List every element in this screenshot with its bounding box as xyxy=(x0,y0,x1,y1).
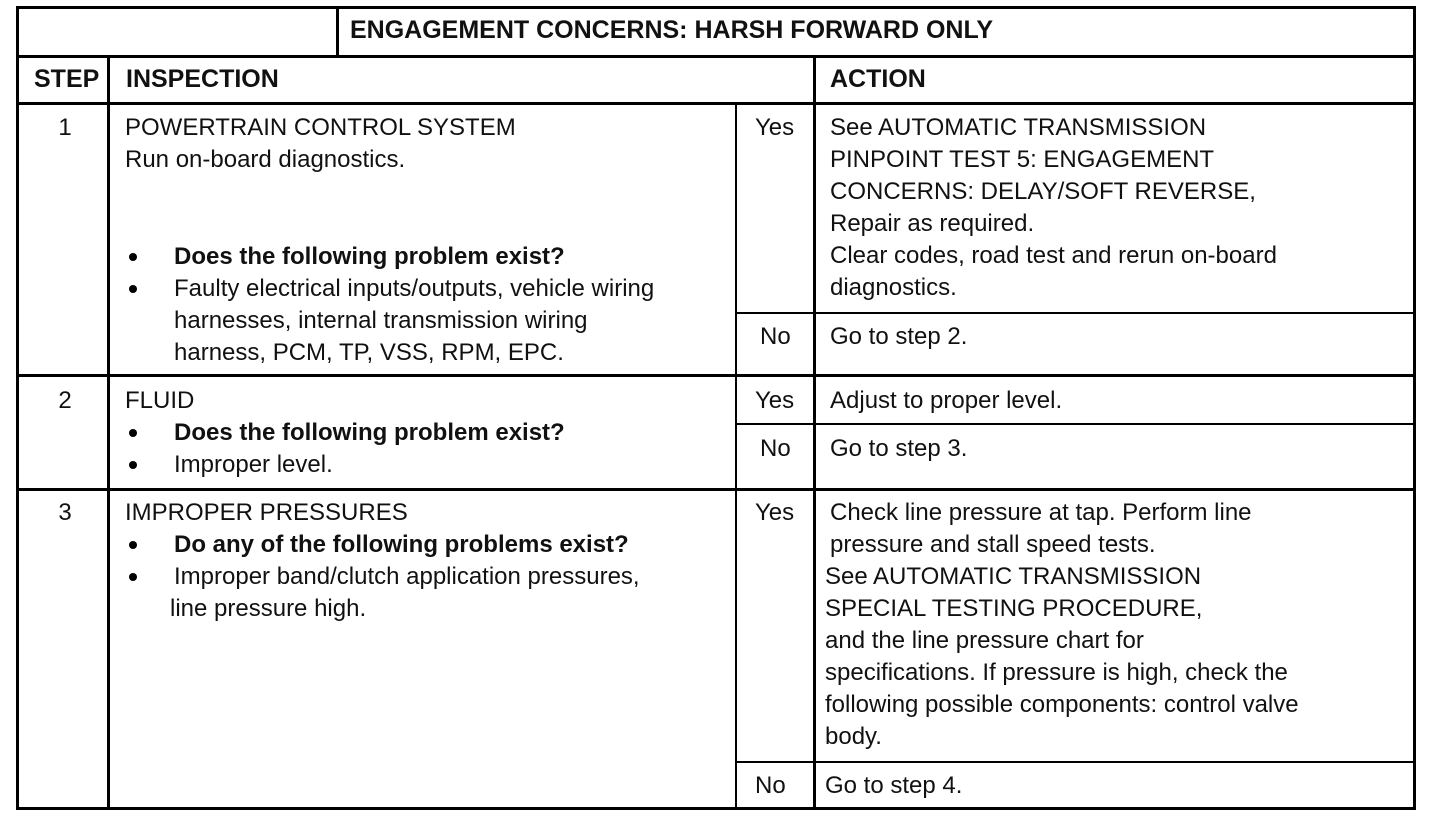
step-column-divider xyxy=(107,55,110,810)
no-label: No xyxy=(755,772,786,799)
yes-action-line: following possible components: control valve xyxy=(825,691,1299,718)
yes-action-line: See AUTOMATIC TRANSMISSION xyxy=(825,563,1202,590)
inspection-condition-line: Improper level. xyxy=(174,451,333,478)
inspection-question: Do any of the following problems exist? xyxy=(174,531,629,558)
bullet-icon xyxy=(129,573,137,581)
step-2-yes-no-divider xyxy=(737,423,1416,425)
yes-action-line: CONCERNS: DELAY/SOFT REVERSE, xyxy=(830,178,1256,205)
yes-label: Yes xyxy=(755,114,795,141)
inspection-title: POWERTRAIN CONTROL SYSTEM xyxy=(125,114,516,141)
inspection-condition-line: line pressure high. xyxy=(170,595,367,622)
yes-action-line: and the line pressure chart for xyxy=(825,627,1144,654)
yes-action-line: specifications. If pressure is high, check the xyxy=(825,659,1288,686)
bullet-icon xyxy=(129,541,137,549)
no-action: Go to step 3. xyxy=(830,435,968,462)
inspection-title: FLUID xyxy=(125,387,195,414)
bullet-icon xyxy=(129,285,137,293)
yes-action-line: See AUTOMATIC TRANSMISSION xyxy=(830,114,1207,141)
inspection-instruction: Run on-board diagnostics. xyxy=(125,146,406,173)
answer-column-divider xyxy=(735,102,737,810)
inspection-condition-line: harness, PCM, TP, VSS, RPM, EPC. xyxy=(174,339,564,366)
yes-action-line: diagnostics. xyxy=(830,274,957,301)
inspection-condition-line: harnesses, internal transmission wiring xyxy=(174,307,588,334)
inspection-title: IMPROPER PRESSURES xyxy=(125,499,408,526)
yes-action: Adjust to proper level. xyxy=(830,387,1063,414)
inspection-question: Does the following problem exist? xyxy=(174,243,565,270)
step-number: 1 xyxy=(58,114,72,141)
yes-action-line: Repair as required. xyxy=(830,210,1035,237)
no-label: No xyxy=(760,435,791,462)
no-label: No xyxy=(760,323,791,350)
yes-action-line: body. xyxy=(825,723,882,750)
action-column-header: ACTION xyxy=(830,65,926,93)
step-number: 3 xyxy=(58,499,72,526)
action-column-divider xyxy=(813,55,816,810)
no-action: Go to step 4. xyxy=(825,772,963,799)
title-row-divider xyxy=(16,55,1416,58)
header-row-divider xyxy=(16,102,1416,105)
bullet-icon xyxy=(129,429,137,437)
title-left-divider xyxy=(336,6,339,57)
yes-label: Yes xyxy=(755,499,795,526)
step-3-yes-no-divider xyxy=(737,761,1416,763)
yes-action-line: Clear codes, road test and rerun on-board xyxy=(830,242,1277,269)
yes-label: Yes xyxy=(755,387,795,414)
bullet-icon xyxy=(129,461,137,469)
inspection-question: Does the following problem exist? xyxy=(174,419,565,446)
inspection-condition-line: Improper band/clutch application pressures, xyxy=(174,563,640,590)
step-2-divider xyxy=(16,488,1416,491)
step-1-divider xyxy=(16,374,1416,377)
no-action: Go to step 2. xyxy=(830,323,968,350)
step-1-yes-no-divider xyxy=(737,312,1416,314)
bullet-icon xyxy=(129,253,137,261)
yes-action-line: pressure and stall speed tests. xyxy=(830,531,1156,558)
table-title: ENGAGEMENT CONCERNS: HARSH FORWARD ONLY xyxy=(350,16,994,44)
yes-action-line: PINPOINT TEST 5: ENGAGEMENT xyxy=(830,146,1215,173)
yes-action-line: Check line pressure at tap. Perform line xyxy=(830,499,1252,526)
inspection-condition-line: Faulty electrical inputs/outputs, vehicle wiring xyxy=(174,275,655,302)
yes-action-line: SPECIAL TESTING PROCEDURE, xyxy=(825,595,1203,622)
step-column-header: STEP xyxy=(34,65,100,93)
inspection-column-header: INSPECTION xyxy=(126,65,279,93)
step-number: 2 xyxy=(58,387,72,414)
